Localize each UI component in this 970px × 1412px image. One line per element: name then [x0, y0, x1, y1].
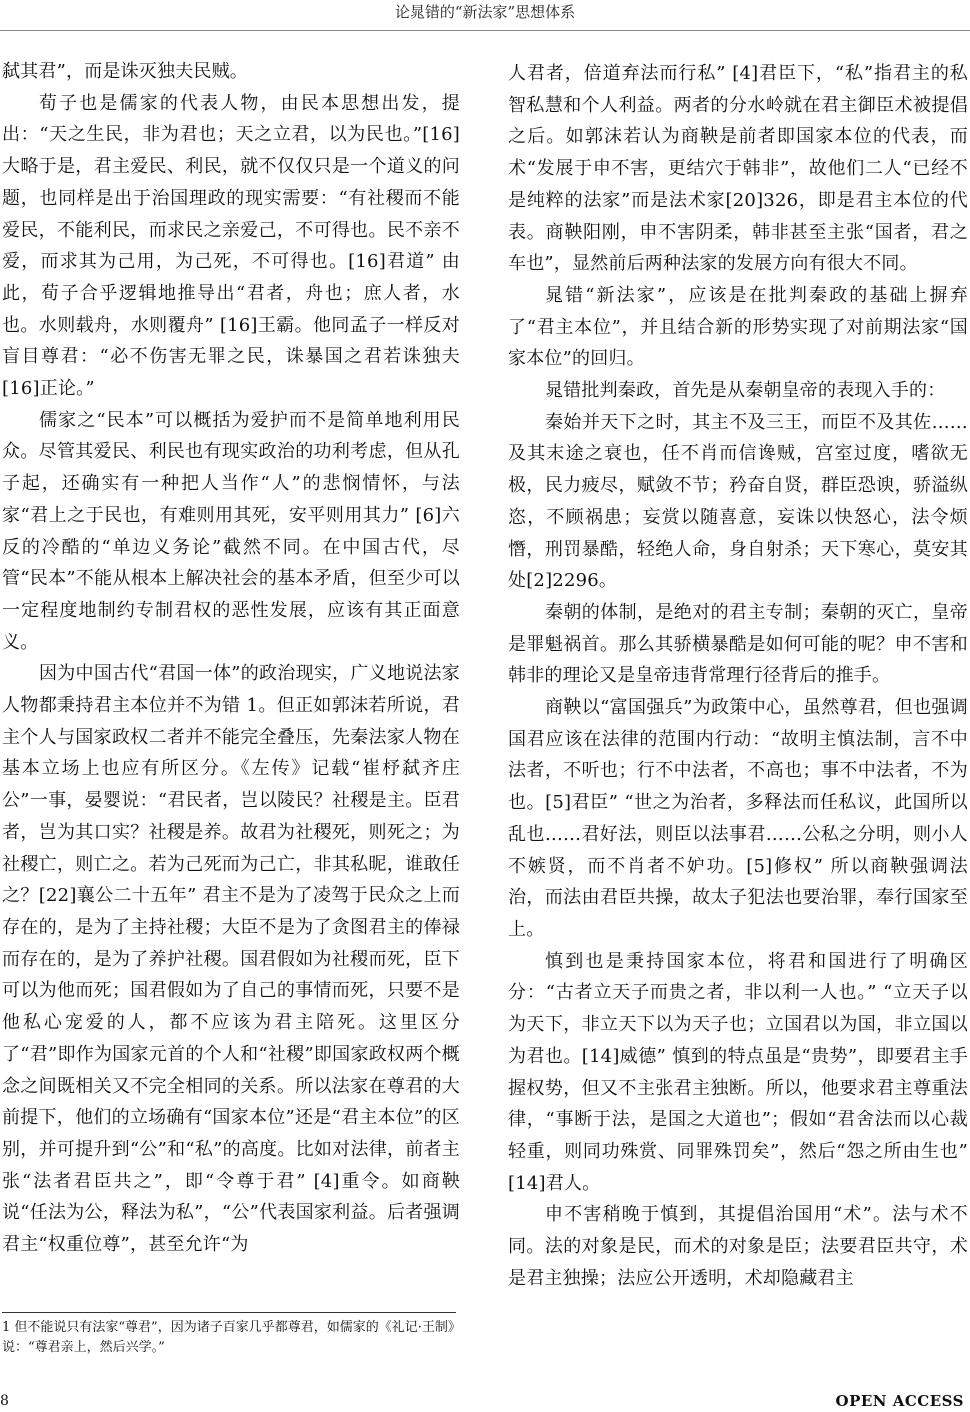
paragraph: 慎到也是秉持国家本位，将君和国进行了明确区分：“古者立天子而贵之者，非以利一人也。” “立天子以为天下，非立天下以为天子也；立国君以为国，非立国以为君也。[14]威德” 慎到的特点虽是“贵势”，即要君主手握权势，但又不主张君主独断。所以，他要求君主尊重法律，“事断于法，是国之大道也”；假如“君舍法而以心裁轻重，则同功殊赏、同罪殊罚矣”，然后“怨之所由生也” [14]君人。 [508, 950, 968, 1194]
right-column [508, 58, 968, 1294]
paragraph: 人君者，倍道弃法而行私” [4]君臣下，“私”指君主的私智私慧和个人利益。两者的分水岭就在君主御臣术被提倡之后。如郭沫若认为商鞅是前者即国家本位的代表，而术“发展于申不害，更结穴于韩非”，故他们二人“已经不是纯粹的法家”而是法术家[20]326，即是君主本位的代表。商鞅阳刚，申不害阴柔，韩非甚至主张“国者，君之车也”，显然前后两种法家的发展方向有很大不同。 [508, 63, 968, 275]
paragraph: 秦朝的体制，是绝对的君主专制；秦朝的灭亡，皇帝是罪魁祸首。那么其骄横暴酷是如何可能的呢？申不害和韩非的理论又是皇帝违背常理行径背后的推手。 [508, 601, 968, 687]
page-number: 8 [0, 1393, 9, 1409]
paragraph: 晁错“新法家”，应该是在批判秦政的基础上摒弃了“君主本位”，并且结合新的形势实现了对前期法家“国家本位”的回归。 [508, 284, 968, 370]
paragraph: 商鞅以“富国强兵”为政策中心，虽然尊君，但也强调国君应该在法律的范围内行动：“故明主慎法制，言不中法者，不听也；行不中法者，不高也；事不中法者，不为也。[5]君臣” “世之为治者，多释法而任私议，此国所以乱也……君好法，则臣以法事君……公私之分明，则小人不嫉贤，而不肖者不妒功。[5]修权” 所以商鞅强调法治，而法由君臣共操，故太子犯法也要治罪，奉行国家至上。 [508, 697, 968, 940]
left-column [2, 56, 460, 1261]
running-head: 论晁错的“新法家”思想体系 [394, 3, 576, 21]
paragraph: 儒家之“民本”可以概括为爱护而不是简单地利用民众。尽管其爱民、利民也有现实政治的功利考虑，但从孔子起，还确实有一种把人当作“人”的悲悯情怀，与法家“君上之于民也，有难则用其死，安平则用其力” [6]六反的冷酷的“单边义务论”截然不同。在中国古代，尽管“民本”不能从根本上解决社会的基本矛盾，但至少可以一定程度地制约专制君权的恶性发展，应该有其正面意义。 [2, 409, 460, 653]
footnote: 1 但不能说只有法家“尊君”，因为诸子百家几乎都尊君，如儒家的《礼记·王制》说：“尊君亲上，然后兴学。” [2, 1320, 455, 1355]
paragraph: 荀子也是儒家的代表人物，由民本思想出发，提出：“天之生民，非为君也；天之立君，以为民也。”[16]大略于是，君主爱民、利民，就不仅仅只是一个道义的问题，也同样是出于治国理政的现实需要：“有社稷而不能爱民，不能利民，而求民之亲爱己，不可得也。民不亲不爱，而求其为己用，为己死，不可得也。[16]君道” 由此，荀子合乎逻辑地推导出“君者，舟也；庶人者，水也。水则载舟，水则覆舟” [16]王霸。他同孟子一样反对盲目尊君：“必不伤害无罪之民，诛暴国之君若诛独夫[16]正论。” [2, 92, 460, 400]
paragraph: 晁错批判秦政，首先是从秦朝皇帝的表现入手的： [545, 380, 946, 402]
header-rule [0, 30, 970, 31]
footnote-rule [2, 1312, 456, 1313]
open-access-label: OPEN ACCESS [835, 1392, 964, 1410]
paragraph: 因为中国古代“君国一体”的政治现实，广义地说法家人物都秉持君主本位并不为错 1。但正如郭沫若所说，君主个人与国家政权二者并不能完全叠压，先秦法家人物在基本立场上也应有所区分。《左传》记载“崔杼弑齐庄公”一事，晏婴说：“君民者，岂以陵民？社稷是主。臣君者，岂为其口实？社稷是养。故君为社稷死，则死之；为社稷亡，则亡之。若为己死而为己亡，非其私昵，谁敢任之？[22]襄公二十五年” 君主不是为了凌驾于民众之上而存在的，是为了主持社稷；大臣不是为了贪图君主的俸禄而存在的，是为了养护社稷。国君假如为社稷而死，臣下可以为他而死；国君假如为了自己的事情而死，只要不是他私心宠爱的人，都不应该为君主陪死。这里区分了“君”即作为国家元首的个人和“社稷”即国家政权两个概念之间既相关又不完全相同的关系。所以法家在尊君的大前提下，他们的立场确有“国家本位”还是“君主本位”的区别，并可提升到“公”和“私”的高度。比如对法律，前者主张“法者君臣共之”，即“令尊于君” [4]重令。如商鞅说“任法为公，释法为私”，“公”代表国家利益。后者强调君主“权重位尊”，甚至允许“为 [2, 663, 460, 1256]
paragraph: 申不害稍晚于慎到，其提倡治国用“术”。法与术不同。法的对象是民，而术的对象是臣；法要君臣共守，术是君主独操；法应公开透明，术却隐藏君主 [508, 1204, 968, 1289]
paragraph: 弑其君”，而是诛灭独夫民贼。 [2, 61, 249, 82]
block-quote: 秦始并天下之时，其主不及三王，而臣不及其佐……及其末途之衰也，任不肖而信谗贼，宫室过度，嗜欲无极，民力疲尽，赋敛不节；矜奋自贤，群臣恐谀，骄溢纵恣，不顾祸患；妄赏以随喜意，妄诛以快怒心，法令烦憯，刑罚暴酷，轻绝人命，身自射杀；天下寒心，莫安其处[2]2296。 [508, 411, 968, 592]
